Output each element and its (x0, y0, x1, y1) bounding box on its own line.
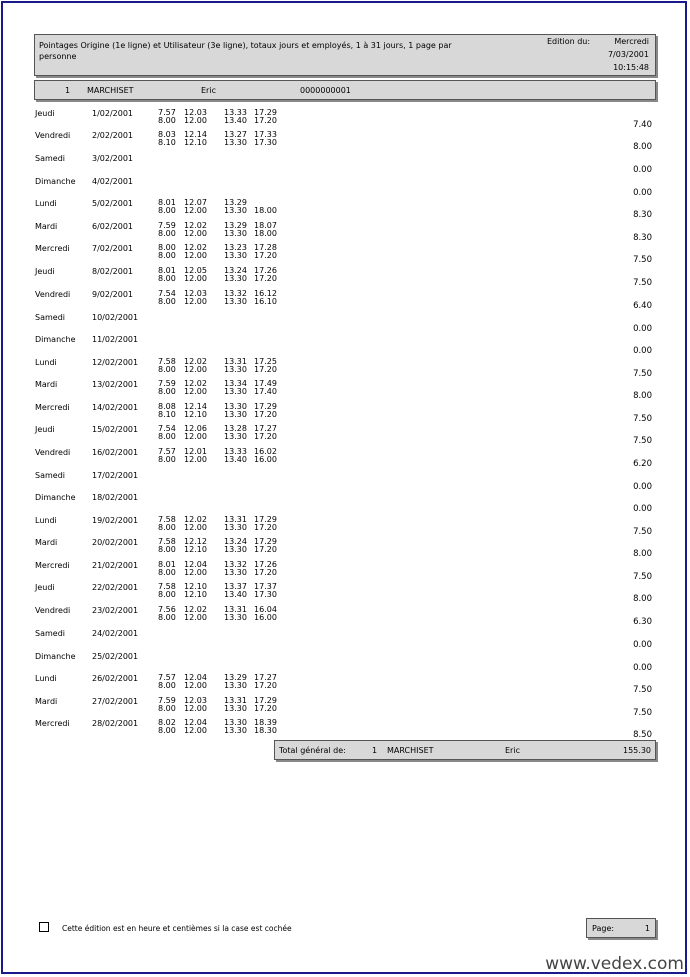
day-date: 11/02/2001 (92, 335, 139, 344)
day-name: Vendredi (35, 606, 71, 615)
origin-punch: 12.02 (184, 605, 207, 614)
day-name: Samedi (35, 313, 65, 322)
origin-punch: 8.03 (158, 130, 176, 139)
origin-punch: 18.39 (254, 718, 277, 727)
day-total: 7.50 (633, 527, 652, 537)
day-row (0, 423, 690, 445)
origin-punch: 17.33 (254, 130, 277, 139)
origin-punch: 12.02 (184, 515, 207, 524)
origin-punch: 13.29 (224, 221, 247, 230)
edition-date: 7/03/2001 (607, 50, 649, 59)
user-punch: 12.10 (184, 545, 207, 554)
user-punch: 8.00 (158, 681, 176, 690)
origin-punch: 16.12 (254, 289, 277, 298)
origin-punch: 17.29 (254, 108, 277, 117)
user-punch: 13.30 (224, 613, 247, 622)
origin-punch: 12.12 (184, 537, 207, 546)
user-punch: 17.20 (254, 523, 277, 532)
user-punch: 12.00 (184, 726, 207, 735)
user-punch: 12.00 (184, 297, 207, 306)
user-punch: 17.20 (254, 274, 277, 283)
origin-punch: 13.33 (224, 447, 247, 456)
day-name: Vendredi (35, 448, 71, 457)
user-punch: 8.00 (158, 545, 176, 554)
day-total: 6.30 (633, 617, 652, 627)
user-punch: 12.00 (184, 116, 207, 125)
day-date: 7/02/2001 (92, 244, 134, 253)
user-punch: 8.00 (158, 613, 176, 622)
watermark: www.vedex.com (545, 954, 684, 974)
origin-punch: 7.57 (158, 447, 176, 456)
user-punch: 17.20 (254, 365, 277, 374)
origin-punch: 13.31 (224, 696, 247, 705)
user-punch: 17.20 (254, 568, 277, 577)
origin-punch: 12.04 (184, 560, 207, 569)
user-punch: 18.00 (254, 206, 277, 215)
day-date: 3/02/2001 (92, 154, 134, 163)
day-row (0, 672, 690, 694)
origin-punch: 13.30 (224, 402, 247, 411)
day-total: 0.00 (633, 324, 652, 334)
user-punch: 13.40 (224, 590, 247, 599)
edition-time: 10:15:48 (613, 63, 649, 72)
day-date: 18/02/2001 (92, 493, 139, 502)
user-punch: 13.30 (224, 410, 247, 419)
user-punch: 13.30 (224, 251, 247, 260)
origin-punch: 17.25 (254, 357, 277, 366)
user-punch: 17.20 (254, 251, 277, 260)
day-row (0, 333, 690, 355)
origin-punch: 13.24 (224, 537, 247, 546)
employee-number: 1 (65, 86, 71, 95)
user-punch: 13.30 (224, 726, 247, 735)
user-punch: 17.20 (254, 545, 277, 554)
origin-punch: 13.27 (224, 130, 247, 139)
day-date: 19/02/2001 (92, 516, 139, 525)
day-date: 6/02/2001 (92, 222, 134, 231)
day-row (0, 650, 690, 672)
day-row (0, 446, 690, 468)
user-punch: 13.30 (224, 365, 247, 374)
day-row (0, 197, 690, 219)
page-indicator (586, 918, 656, 938)
day-name: Jeudi (35, 583, 55, 592)
origin-punch: 8.01 (158, 198, 176, 207)
origin-punch: 13.29 (224, 198, 247, 207)
day-date: 4/02/2001 (92, 177, 134, 186)
edition-label: Edition du: (547, 37, 591, 46)
user-punch: 8.00 (158, 206, 176, 215)
day-name: Lundi (35, 516, 57, 525)
origin-punch: 8.00 (158, 243, 176, 252)
day-total: 0.00 (633, 504, 652, 514)
day-row (0, 311, 690, 333)
day-name: Lundi (35, 199, 57, 208)
day-date: 22/02/2001 (92, 583, 139, 592)
user-punch: 12.00 (184, 229, 207, 238)
day-total: 0.00 (633, 640, 652, 650)
day-name: Mardi (35, 538, 58, 547)
user-punch: 8.00 (158, 251, 176, 260)
day-row (0, 220, 690, 242)
user-punch: 17.20 (254, 410, 277, 419)
day-date: 13/02/2001 (92, 380, 139, 389)
day-total: 7.50 (633, 572, 652, 582)
user-punch: 12.00 (184, 704, 207, 713)
day-total: 0.00 (633, 663, 652, 673)
user-punch: 13.30 (224, 704, 247, 713)
user-punch: 13.30 (224, 387, 247, 396)
day-total: 7.50 (633, 436, 652, 446)
user-punch: 17.40 (254, 387, 277, 396)
day-row (0, 378, 690, 400)
day-total: 7.50 (633, 414, 652, 424)
day-name: Jeudi (35, 109, 55, 118)
user-punch: 13.30 (224, 206, 247, 215)
user-punch: 13.30 (224, 138, 247, 147)
day-date: 27/02/2001 (92, 697, 139, 706)
user-punch: 17.30 (254, 138, 277, 147)
origin-punch: 12.05 (184, 266, 207, 275)
day-name: Dimanche (35, 493, 76, 502)
origin-punch: 17.27 (254, 424, 277, 433)
day-name: Vendredi (35, 131, 71, 140)
day-name: Mardi (35, 380, 58, 389)
day-name: Dimanche (35, 177, 76, 186)
employee-first-name: Eric (201, 86, 216, 95)
user-punch: 16.00 (254, 455, 277, 464)
user-punch: 12.10 (184, 410, 207, 419)
origin-punch: 13.31 (224, 515, 247, 524)
day-total: 0.00 (633, 188, 652, 198)
origin-punch: 17.27 (254, 673, 277, 682)
day-date: 20/02/2001 (92, 538, 139, 547)
grand-total (274, 740, 656, 760)
total-first-name: Eric (505, 746, 520, 755)
origin-punch: 13.31 (224, 605, 247, 614)
origin-punch: 13.32 (224, 560, 247, 569)
day-total: 7.40 (633, 120, 652, 130)
day-name: Samedi (35, 629, 65, 638)
user-punch: 12.00 (184, 432, 207, 441)
day-row (0, 265, 690, 287)
user-punch: 13.40 (224, 116, 247, 125)
report-title: Pointages Origine (1e ligne) et Utilisateur (3e ligne), totaux jours et employés, 1 à 31 jours, 1 page par personne (39, 41, 452, 61)
day-total: 0.00 (633, 482, 652, 492)
origin-punch: 7.59 (158, 221, 176, 230)
day-date: 24/02/2001 (92, 629, 139, 638)
hundredths-checkbox[interactable] (39, 922, 49, 932)
day-name: Vendredi (35, 290, 71, 299)
origin-punch: 12.03 (184, 108, 207, 117)
user-punch: 12.10 (184, 138, 207, 147)
origin-punch: 7.58 (158, 515, 176, 524)
origin-punch: 16.04 (254, 605, 277, 614)
day-total: 6.20 (633, 459, 652, 469)
user-punch: 13.30 (224, 523, 247, 532)
day-date: 1/02/2001 (92, 109, 134, 118)
day-row (0, 129, 690, 151)
origin-punch: 7.58 (158, 537, 176, 546)
origin-punch: 12.06 (184, 424, 207, 433)
user-punch: 12.00 (184, 206, 207, 215)
user-punch: 8.00 (158, 387, 176, 396)
user-punch: 17.20 (254, 116, 277, 125)
origin-punch: 7.58 (158, 357, 176, 366)
day-date: 5/02/2001 (92, 199, 134, 208)
origin-punch: 13.28 (224, 424, 247, 433)
day-date: 16/02/2001 (92, 448, 139, 457)
origin-punch: 13.31 (224, 357, 247, 366)
day-name: Mercredi (35, 403, 70, 412)
user-punch: 13.30 (224, 229, 247, 238)
day-total: 8.30 (633, 210, 652, 220)
origin-punch: 7.54 (158, 289, 176, 298)
origin-punch: 7.57 (158, 108, 176, 117)
user-punch: 16.00 (254, 613, 277, 622)
origin-punch: 8.02 (158, 718, 176, 727)
user-punch: 8.00 (158, 455, 176, 464)
day-row (0, 514, 690, 536)
origin-punch: 12.14 (184, 402, 207, 411)
origin-punch: 17.29 (254, 515, 277, 524)
day-name: Samedi (35, 471, 65, 480)
day-name: Mercredi (35, 719, 70, 728)
day-row (0, 469, 690, 491)
day-date: 2/02/2001 (92, 131, 134, 140)
total-last-name: MARCHISET (387, 746, 434, 755)
day-total: 8.00 (633, 594, 652, 604)
user-punch: 18.00 (254, 229, 277, 238)
origin-punch: 16.02 (254, 447, 277, 456)
origin-punch: 12.03 (184, 696, 207, 705)
origin-punch: 13.34 (224, 379, 247, 388)
origin-punch: 17.29 (254, 696, 277, 705)
origin-punch: 13.29 (224, 673, 247, 682)
day-date: 25/02/2001 (92, 652, 139, 661)
day-name: Jeudi (35, 425, 55, 434)
user-punch: 8.00 (158, 229, 176, 238)
day-row (0, 175, 690, 197)
day-row (0, 152, 690, 174)
user-punch: 13.30 (224, 681, 247, 690)
day-name: Mercredi (35, 561, 70, 570)
origin-punch: 12.10 (184, 582, 207, 591)
employee-last-name: MARCHISET (87, 86, 134, 95)
origin-punch: 8.01 (158, 560, 176, 569)
day-date: 17/02/2001 (92, 471, 139, 480)
day-row (0, 491, 690, 513)
user-punch: 8.00 (158, 568, 176, 577)
day-total: 8.50 (633, 730, 652, 740)
user-punch: 12.00 (184, 387, 207, 396)
user-punch: 13.30 (224, 432, 247, 441)
origin-punch: 12.02 (184, 243, 207, 252)
day-row (0, 401, 690, 423)
day-total: 7.50 (633, 278, 652, 288)
day-row (0, 604, 690, 626)
day-date: 15/02/2001 (92, 425, 139, 434)
page-number: 1 (644, 924, 650, 933)
user-punch: 17.30 (254, 590, 277, 599)
origin-punch: 17.37 (254, 582, 277, 591)
user-punch: 8.00 (158, 590, 176, 599)
user-punch: 17.20 (254, 681, 277, 690)
origin-punch: 17.49 (254, 379, 277, 388)
day-total: 8.00 (633, 391, 652, 401)
origin-punch: 17.29 (254, 537, 277, 546)
day-row (0, 356, 690, 378)
user-punch: 8.10 (158, 138, 176, 147)
origin-punch: 13.24 (224, 266, 247, 275)
origin-punch: 12.02 (184, 221, 207, 230)
user-punch: 12.00 (184, 523, 207, 532)
day-total: 7.50 (633, 369, 652, 379)
day-name: Mardi (35, 222, 58, 231)
user-punch: 12.00 (184, 568, 207, 577)
day-row (0, 627, 690, 649)
origin-punch: 7.59 (158, 379, 176, 388)
footer-note: Cette édition est en heure et centièmes si la case est cochée (62, 924, 292, 933)
user-punch: 13.30 (224, 545, 247, 554)
user-punch: 8.10 (158, 410, 176, 419)
day-date: 28/02/2001 (92, 719, 139, 728)
origin-punch: 7.59 (158, 696, 176, 705)
origin-punch: 17.26 (254, 560, 277, 569)
origin-punch: 12.01 (184, 447, 207, 456)
user-punch: 16.10 (254, 297, 277, 306)
day-total: 6.40 (633, 301, 652, 311)
day-name: Mardi (35, 697, 58, 706)
day-total: 0.00 (633, 346, 652, 356)
user-punch: 12.00 (184, 455, 207, 464)
day-row (0, 695, 690, 717)
user-punch: 17.20 (254, 432, 277, 441)
origin-punch: 7.54 (158, 424, 176, 433)
day-date: 9/02/2001 (92, 290, 134, 299)
day-row (0, 536, 690, 558)
day-date: 10/02/2001 (92, 313, 139, 322)
user-punch: 13.30 (224, 568, 247, 577)
origin-punch: 12.02 (184, 357, 207, 366)
user-punch: 13.30 (224, 274, 247, 283)
page-label: Page: (592, 924, 615, 933)
origin-punch: 13.33 (224, 108, 247, 117)
origin-punch: 12.07 (184, 198, 207, 207)
origin-punch: 8.08 (158, 402, 176, 411)
day-row (0, 107, 690, 129)
origin-punch: 8.01 (158, 266, 176, 275)
day-total: 7.50 (633, 685, 652, 695)
origin-punch: 17.26 (254, 266, 277, 275)
user-punch: 8.00 (158, 523, 176, 532)
day-name: Lundi (35, 674, 57, 683)
edition-day: Mercredi (614, 37, 649, 46)
user-punch: 13.30 (224, 297, 247, 306)
total-label: Total général de: (279, 746, 346, 755)
user-punch: 13.40 (224, 455, 247, 464)
user-punch: 12.00 (184, 274, 207, 283)
day-row (0, 288, 690, 310)
day-date: 8/02/2001 (92, 267, 134, 276)
user-punch: 17.20 (254, 704, 277, 713)
origin-punch: 13.23 (224, 243, 247, 252)
day-total: 7.50 (633, 708, 652, 718)
day-row (0, 559, 690, 581)
user-punch: 12.00 (184, 681, 207, 690)
day-date: 21/02/2001 (92, 561, 139, 570)
user-punch: 12.10 (184, 590, 207, 599)
day-total: 8.30 (633, 233, 652, 243)
origin-punch: 12.04 (184, 718, 207, 727)
user-punch: 18.30 (254, 726, 277, 735)
day-date: 23/02/2001 (92, 606, 139, 615)
day-name: Lundi (35, 358, 57, 367)
user-punch: 8.00 (158, 704, 176, 713)
origin-punch: 7.56 (158, 605, 176, 614)
origin-punch: 17.28 (254, 243, 277, 252)
user-punch: 12.00 (184, 613, 207, 622)
user-punch: 8.00 (158, 116, 176, 125)
user-punch: 8.00 (158, 726, 176, 735)
day-name: Jeudi (35, 267, 55, 276)
origin-punch: 13.32 (224, 289, 247, 298)
day-total: 0.00 (633, 165, 652, 175)
day-date: 14/02/2001 (92, 403, 139, 412)
user-punch: 12.00 (184, 251, 207, 260)
user-punch: 8.00 (158, 274, 176, 283)
origin-punch: 7.57 (158, 673, 176, 682)
day-total: 8.00 (633, 549, 652, 559)
origin-punch: 18.07 (254, 221, 277, 230)
day-name: Dimanche (35, 335, 76, 344)
day-total: 7.50 (633, 255, 652, 265)
day-row (0, 717, 690, 739)
origin-punch: 13.37 (224, 582, 247, 591)
day-name: Dimanche (35, 652, 76, 661)
day-date: 26/02/2001 (92, 674, 139, 683)
day-row (0, 242, 690, 264)
origin-punch: 12.03 (184, 289, 207, 298)
origin-punch: 17.29 (254, 402, 277, 411)
day-name: Mercredi (35, 244, 70, 253)
user-punch: 8.00 (158, 365, 176, 374)
total-value: 155.30 (623, 746, 651, 755)
user-punch: 8.00 (158, 297, 176, 306)
day-total: 8.00 (633, 142, 652, 152)
day-row (0, 581, 690, 603)
origin-punch: 12.04 (184, 673, 207, 682)
total-employee-number: 1 (372, 746, 378, 755)
origin-punch: 12.02 (184, 379, 207, 388)
day-name: Samedi (35, 154, 65, 163)
user-punch: 8.00 (158, 432, 176, 441)
origin-punch: 13.30 (224, 718, 247, 727)
day-date: 12/02/2001 (92, 358, 139, 367)
employee-badge: 0000000001 (300, 86, 351, 95)
origin-punch: 7.58 (158, 582, 176, 591)
origin-punch: 12.14 (184, 130, 207, 139)
user-punch: 12.00 (184, 365, 207, 374)
